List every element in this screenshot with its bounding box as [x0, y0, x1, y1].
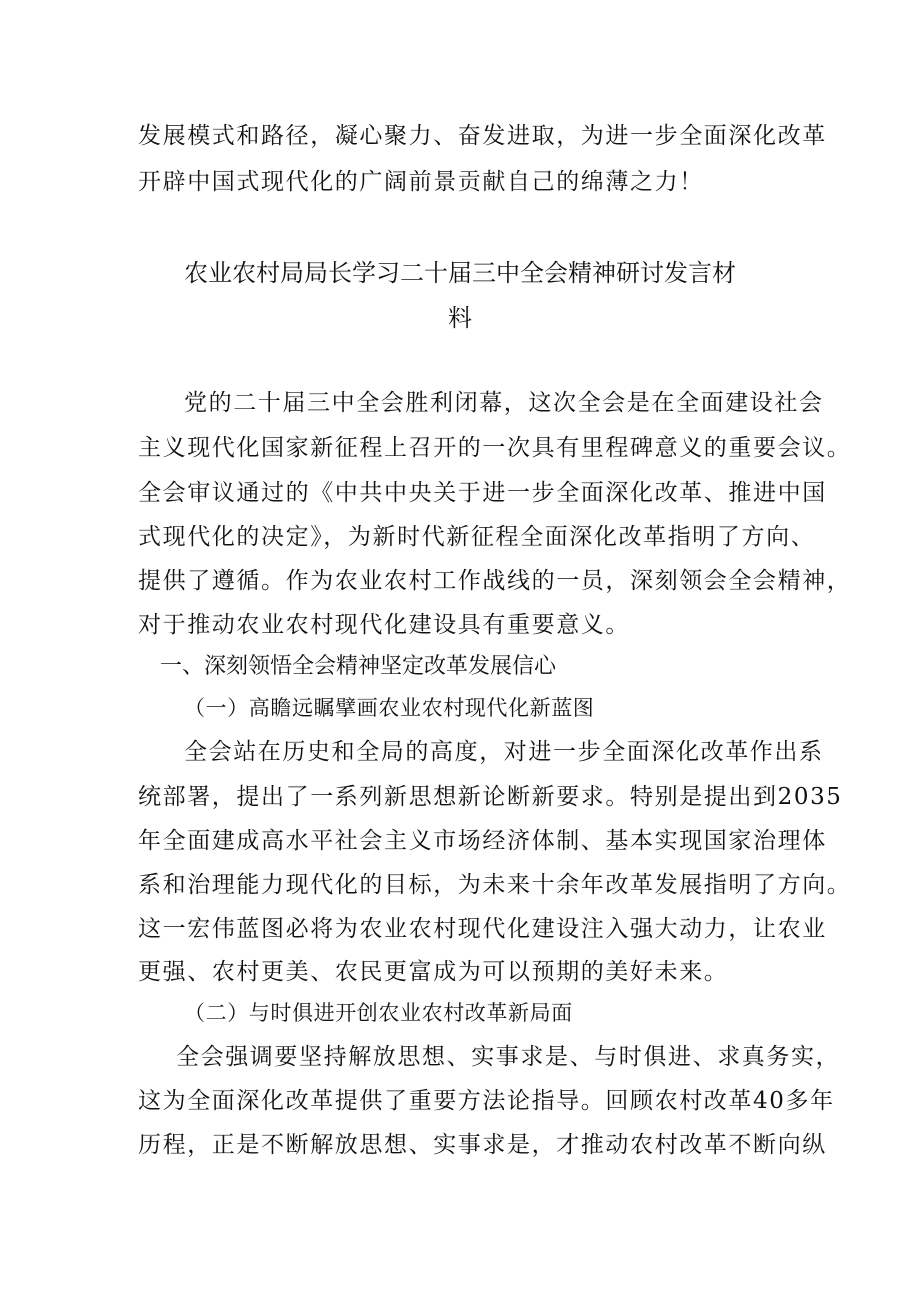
paragraph-line: 年全面建成高水平社会主义市场经济体制、基本实现国家治理体	[138, 828, 827, 854]
paragraph-line: 这为全面深化改革提供了重要方法论指导。回顾农村改革40多年	[138, 1088, 835, 1114]
section-heading: 一、深刻领悟全会精神坚定改革发展信心	[160, 654, 557, 679]
subsection-heading: （一）高瞻远瞩擘画农业农村现代化新蓝图	[184, 696, 595, 720]
paragraph-line: 这一宏伟蓝图必将为农业农村现代化建设注入强大动力，让农业	[138, 916, 827, 942]
paragraph-line: 历程，正是不断解放思想、实事求是，才推动农村改革不断向纵	[138, 1132, 827, 1158]
document-title: 农业农村局局长学习二十届三中全会精神研讨发言材	[184, 259, 736, 287]
paragraph-line: 全会审议通过的《中共中央关于进一步全面深化改革、推进中国	[138, 480, 827, 506]
paragraph-line: 主义现代化国家新征程上召开的一次具有里程碑意义的重要会议。	[138, 435, 852, 461]
paragraph-line: 提供了遵循。作为农业农村工作战线的一员，深刻领会全会精神，	[138, 568, 852, 594]
paragraph-line: 对于推动农业农村现代化建设具有重要意义。	[138, 612, 630, 638]
intro-line: 开辟中国式现代化的广阔前景贡献自己的绵薄之力！	[138, 169, 704, 195]
paragraph-line: 系和治理能力现代化的目标，为未来十余年改革发展指明了方向。	[138, 872, 852, 898]
paragraph-line: 党的二十届三中全会胜利闭幕，这次全会是在全面建设社会	[184, 390, 824, 416]
paragraph-line: 全会站在历史和全局的高度，对进一步全面深化改革作出系	[184, 739, 824, 765]
intro-line: 发展模式和路径，凝心聚力、奋发进取，为进一步全面深化改革	[138, 123, 827, 149]
document-title-continued: 料	[448, 304, 472, 332]
paragraph-line: 全会强调要坚持解放思想、实事求是、与时俱进、求真务实，	[176, 1044, 841, 1070]
subsection-heading: （二）与时俱进开创农业农村改革新局面	[184, 1001, 573, 1025]
paragraph-line: 统部署，提出了一系列新思想新论断新要求。特别是提出到2035	[138, 784, 843, 810]
paragraph-line: 式现代化的决定》，为新时代新征程全面深化改革指明了方向、	[138, 524, 816, 550]
paragraph-line: 更强、农村更美、农民更富成为可以预期的美好未来。	[138, 959, 729, 985]
